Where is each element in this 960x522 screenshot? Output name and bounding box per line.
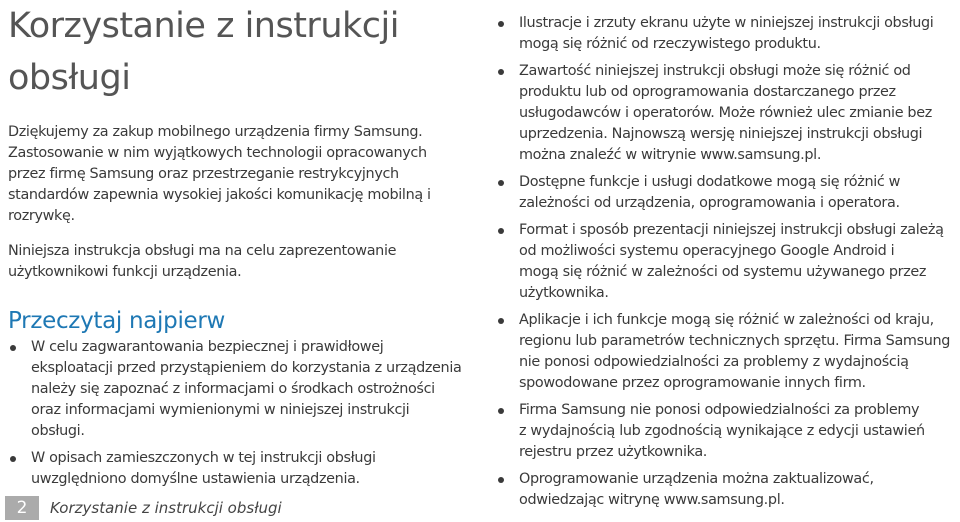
page-title — [8, 0, 464, 104]
text-line: standardów zapewnia wysokiej jakości komunikację mobilną i — [8, 187, 431, 203]
text-line: rejestru przez użytkownika. — [519, 444, 708, 460]
text-line: Dostępne funkcje i usługi dodatkowe mogą się różnić w — [519, 174, 901, 190]
text-line: oraz informacjami wymienionymi w niniejszej instrukcji — [31, 402, 410, 418]
bullet-icon — [10, 456, 16, 462]
footer-section-name: Korzystanie z instrukcji obsługi — [50, 499, 282, 517]
text-line: Ilustracje i zrzuty ekranu użyte w niniejszej instrukcji obsługi — [519, 15, 934, 31]
list-item — [496, 400, 954, 463]
bullet-icon — [498, 318, 504, 324]
text-line: z wydajnością lub zgodnością wynikające z edycji ustawień — [519, 423, 925, 439]
text-line: W celu zagwarantowania bezpiecznej i prawidłowej — [31, 339, 384, 355]
list-item — [496, 469, 954, 511]
text-line: Firma Samsung nie ponosi odpowiedzialności za problemy — [519, 402, 920, 418]
list-item — [496, 61, 954, 166]
text-line: przez firmę Samsung oraz przestrzeganie restrykcyjnych — [8, 166, 399, 182]
text-line: eksploatacji przed przystąpieniem do korzystania z urządzenia — [31, 360, 462, 376]
text-line: Zawartość niniejszej instrukcji obsługi może się różnić od — [519, 63, 911, 79]
section-heading: Przeczytaj najpierw — [8, 308, 226, 334]
text-line: produktu lub od oprogramowania dostarczanego przez — [519, 84, 896, 100]
page-title-line: obsługi — [8, 58, 131, 98]
text-line: usługodawców i operatorów. Może również ulec zmianie bez — [519, 105, 932, 121]
text-line: mogą się różnić od rzeczywistego produktu. — [519, 36, 821, 52]
list-item — [8, 448, 464, 490]
text-line: spowodowane przez oprogramowanie innych firm. — [519, 375, 866, 391]
text-line: użytkownikowi funkcji urządzenia. — [8, 264, 242, 280]
text-line: użytkownika. — [519, 285, 609, 301]
text-line: od możliwości systemu operacyjnego Google Android i — [519, 243, 895, 259]
text-line: obsługi. — [31, 423, 85, 439]
page-number: 2 — [5, 496, 39, 520]
bullet-icon — [498, 180, 504, 186]
text-line: uprzedzenia. Najnowszą wersję niniejszej instrukcji obsługi — [519, 126, 923, 142]
bullet-icon — [498, 69, 504, 75]
purpose-paragraph — [8, 241, 464, 283]
list-item — [496, 13, 954, 55]
read-first-list — [8, 337, 464, 490]
text-line: Aplikacje i ich funkcje mogą się różnić w zależności od kraju, — [519, 312, 934, 328]
text-line: regionu lub parametrów technicznych sprzętu. Firma Samsung — [519, 333, 951, 349]
text-line: Oprogramowanie urządzenia można zaktualizować, — [519, 471, 874, 487]
intro-paragraph — [8, 122, 464, 227]
bullet-icon — [498, 21, 504, 27]
list-item — [8, 337, 464, 442]
text-line: odwiedzając witrynę www.samsung.pl. — [519, 492, 785, 508]
notes-list — [496, 13, 954, 511]
list-item — [496, 310, 954, 394]
text-line: Zastosowanie w nim wyjątkowych technologii opracowanych — [8, 145, 427, 161]
text-line: nie ponosi odpowiedzialności za problemy z wydajnością — [519, 354, 909, 370]
text-line: Niniejsza instrukcja obsługi ma na celu zaprezentowanie — [8, 243, 397, 259]
text-line: rozrywkę. — [8, 208, 75, 224]
right-column — [496, 13, 954, 511]
left-column — [8, 0, 464, 490]
text-line: Dziękujemy za zakup mobilnego urządzenia firmy Samsung. — [8, 124, 423, 140]
text-line: W opisach zamieszczonych w tej instrukcji obsługi — [31, 450, 376, 466]
text-line: mogą się różnić w zależności od systemu używanego przez — [519, 264, 927, 280]
bullet-icon — [498, 477, 504, 483]
list-item — [496, 220, 954, 304]
text-line: zależności od urządzenia, oprogramowania i operatora. — [519, 195, 900, 211]
bullet-icon — [498, 408, 504, 414]
list-item — [496, 172, 954, 214]
text-line: należy się zapoznać z informacjami o środkach ostrożności — [31, 381, 435, 397]
page-title-line: Korzystanie z instrukcji — [8, 6, 399, 46]
text-line: uwzględniono domyślne ustawienia urządzenia. — [31, 471, 360, 487]
bullet-icon — [498, 228, 504, 234]
text-line: można znaleźć w witrynie www.samsung.pl. — [519, 147, 822, 163]
bullet-icon — [10, 345, 16, 351]
text-line: Format i sposób prezentacji niniejszej instrukcji obsługi zależą — [519, 222, 944, 238]
